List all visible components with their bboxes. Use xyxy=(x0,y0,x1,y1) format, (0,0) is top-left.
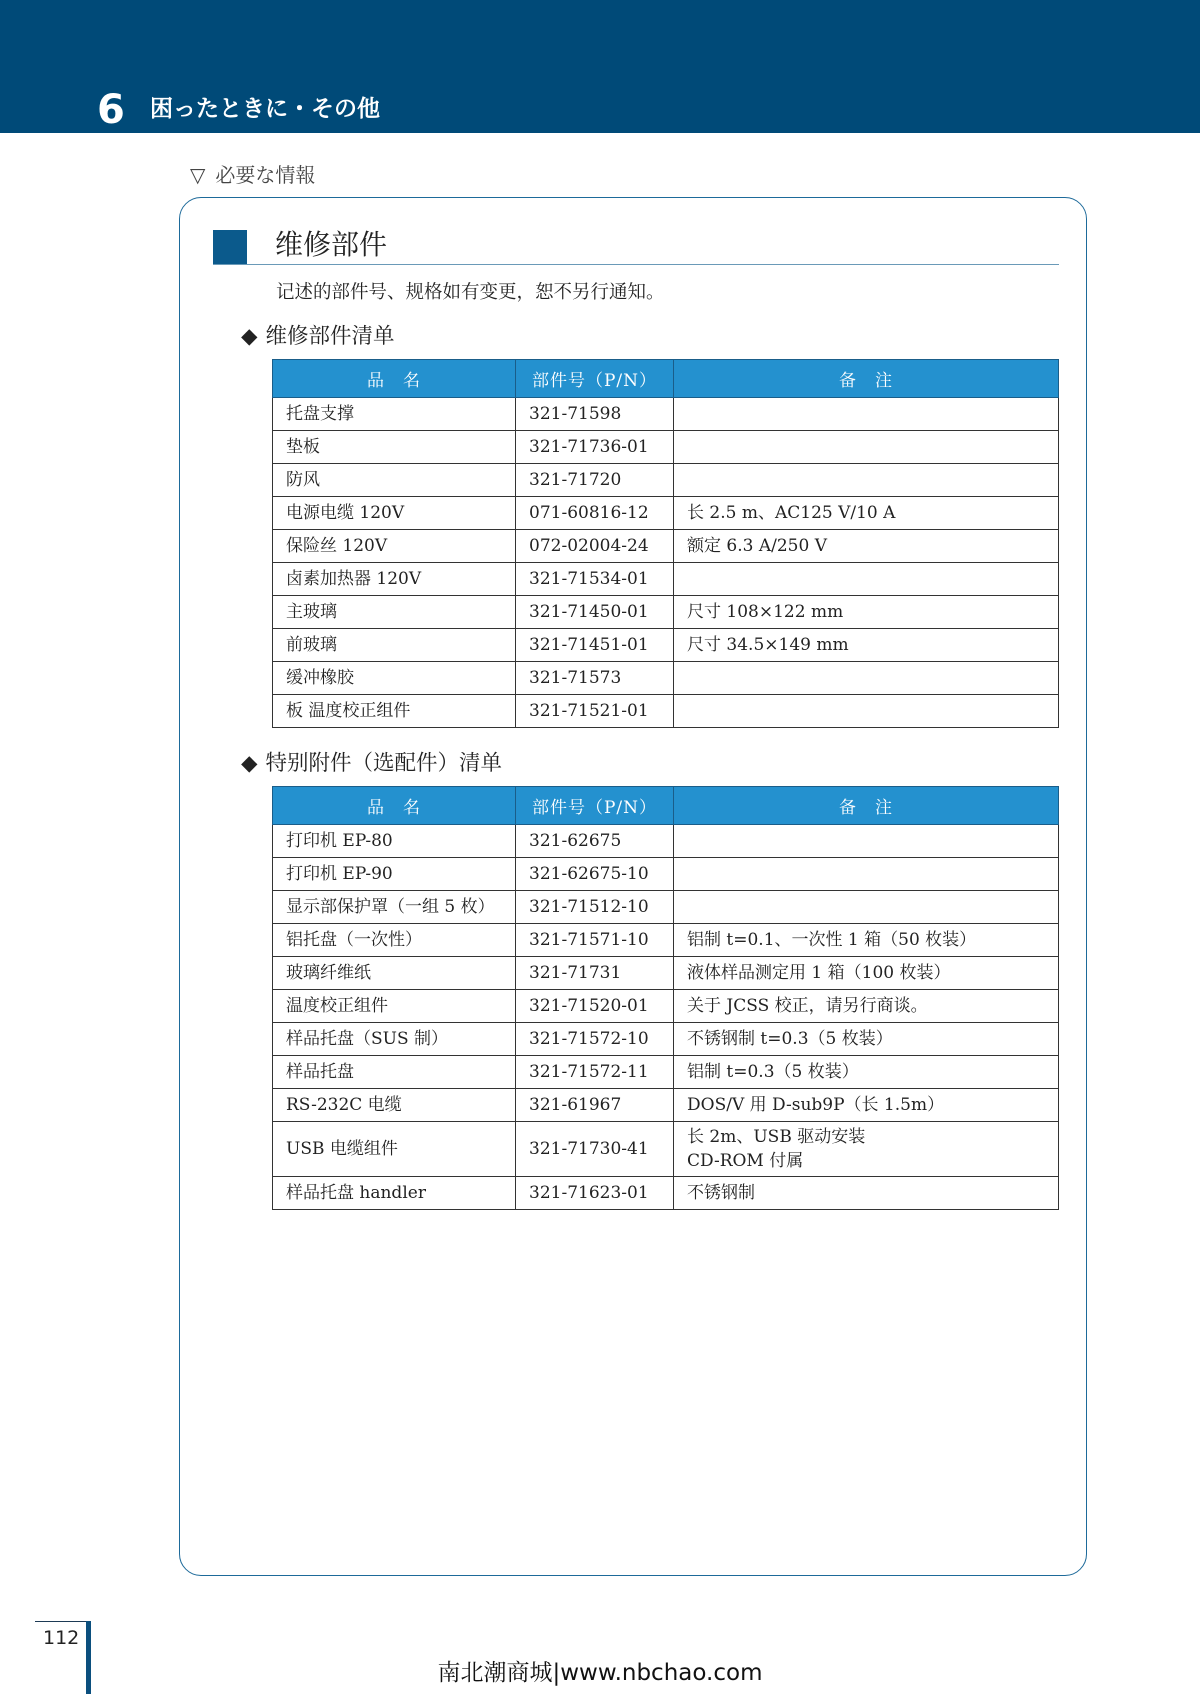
diamond-bullet-icon: ◆ xyxy=(241,324,258,349)
parts-table xyxy=(272,359,1059,728)
cell-part-number: 321-71512-10 xyxy=(516,891,674,924)
cell-name: RS-232C 电缆 xyxy=(273,1089,516,1122)
chapter-number: 6 xyxy=(97,87,125,133)
cell-remark xyxy=(674,957,1059,990)
cell-remark xyxy=(674,464,1059,497)
option-list-heading xyxy=(241,747,502,781)
cell-remark xyxy=(674,629,1059,662)
cell-remark xyxy=(674,563,1059,596)
cell-remark xyxy=(674,1089,1059,1122)
cell-part-number: 321-62675 xyxy=(516,825,674,858)
cell-remark xyxy=(674,1122,1059,1177)
column-header-remark: 备 注 xyxy=(674,787,1059,825)
table-row xyxy=(273,662,1059,695)
table-row xyxy=(273,497,1059,530)
table-row xyxy=(273,924,1059,957)
cell-remark xyxy=(674,1023,1059,1056)
table-row xyxy=(273,858,1059,891)
section-note: 记述的部件号、规格如有变更，恕不另行通知。 xyxy=(276,282,665,303)
heading-square-icon xyxy=(213,230,247,264)
cell-name: 样品托盘 xyxy=(273,1056,516,1089)
table-row xyxy=(273,891,1059,924)
section-title: 维修部件 xyxy=(275,228,388,261)
cell-remark-line: CD-ROM 付属 xyxy=(687,1151,804,1171)
cell-part-number: 321-71720 xyxy=(516,464,674,497)
section-tag xyxy=(190,160,315,190)
cell-remark-line: 铝制 t=0.1、一次性 1 箱（50 枚装） xyxy=(687,930,977,950)
cell-name: 主玻璃 xyxy=(273,596,516,629)
triangle-down-icon: ▽ xyxy=(190,163,206,187)
cell-remark-line: 额定 6.3 A/250 V xyxy=(687,536,827,556)
section-tag-label: 必要な情報 xyxy=(215,163,316,187)
cell-part-number: 321-71573 xyxy=(516,662,674,695)
parts-list-heading xyxy=(241,320,395,354)
cell-part-number: 321-62675-10 xyxy=(516,858,674,891)
chapter-title: 困ったときに・その他 xyxy=(150,96,380,122)
cell-name: 板 温度校正组件 xyxy=(273,695,516,728)
cell-name: 显示部保护罩（一组 5 枚） xyxy=(273,891,516,924)
cell-part-number: 321-71731 xyxy=(516,957,674,990)
cell-name: 温度校正组件 xyxy=(273,990,516,1023)
cell-part-number: 321-71534-01 xyxy=(516,563,674,596)
cell-remark-line: 长 2m、USB 驱动安装 xyxy=(687,1127,866,1147)
cell-remark xyxy=(674,695,1059,728)
cell-part-number: 321-71450-01 xyxy=(516,596,674,629)
column-header-name: 品 名 xyxy=(273,787,516,825)
cell-remark-line: 不锈钢制 t=0.3（5 枚装） xyxy=(687,1029,893,1049)
cell-name: 样品托盘（SUS 制） xyxy=(273,1023,516,1056)
cell-name: 缓冲橡胶 xyxy=(273,662,516,695)
cell-remark xyxy=(674,858,1059,891)
table-header-row xyxy=(273,787,1059,825)
cell-remark xyxy=(674,497,1059,530)
page-number: 112 xyxy=(43,1627,80,1649)
table-row xyxy=(273,1023,1059,1056)
cell-name: USB 电缆组件 xyxy=(273,1122,516,1177)
cell-name: 样品托盘 handler xyxy=(273,1177,516,1210)
cell-remark xyxy=(674,398,1059,431)
cell-remark xyxy=(674,924,1059,957)
cell-part-number: 072-02004-24 xyxy=(516,530,674,563)
table-row xyxy=(273,825,1059,858)
cell-part-number: 071-60816-12 xyxy=(516,497,674,530)
table-row xyxy=(273,1122,1059,1177)
cell-part-number: 321-71571-10 xyxy=(516,924,674,957)
table-header-row xyxy=(273,360,1059,398)
cell-part-number: 321-71521-01 xyxy=(516,695,674,728)
option-list-heading-label: 特别附件（选配件）清单 xyxy=(265,751,503,776)
cell-name: 打印机 EP-80 xyxy=(273,825,516,858)
cell-remark-line: 铝制 t=0.3（5 枚装） xyxy=(687,1062,859,1082)
cell-name: 保险丝 120V xyxy=(273,530,516,563)
table-row xyxy=(273,1177,1059,1210)
table-row xyxy=(273,563,1059,596)
column-header-pn: 部件号（P/N） xyxy=(516,360,674,398)
table-row xyxy=(273,990,1059,1023)
diamond-bullet-icon: ◆ xyxy=(241,751,258,776)
table-row xyxy=(273,398,1059,431)
cell-remark xyxy=(674,891,1059,924)
cell-remark xyxy=(674,530,1059,563)
table-row xyxy=(273,1089,1059,1122)
cell-name: 托盘支撑 xyxy=(273,398,516,431)
cell-part-number: 321-71730-41 xyxy=(516,1122,674,1177)
table-row xyxy=(273,957,1059,990)
cell-name: 垫板 xyxy=(273,431,516,464)
cell-remark-line: 不锈钢制 xyxy=(687,1183,755,1203)
cell-name: 玻璃纤维纸 xyxy=(273,957,516,990)
cell-name: 打印机 EP-90 xyxy=(273,858,516,891)
cell-remark-line: DOS/V 用 D-sub9P（长 1.5m） xyxy=(687,1095,945,1115)
cell-part-number: 321-71623-01 xyxy=(516,1177,674,1210)
page-number-rule xyxy=(35,1621,87,1622)
table-row xyxy=(273,695,1059,728)
cell-name: 前玻璃 xyxy=(273,629,516,662)
cell-part-number: 321-71572-10 xyxy=(516,1023,674,1056)
table-row xyxy=(273,530,1059,563)
options-table xyxy=(272,786,1059,1210)
table-row xyxy=(273,596,1059,629)
cell-name: 铝托盘（一次性） xyxy=(273,924,516,957)
column-header-pn: 部件号（P/N） xyxy=(516,787,674,825)
column-header-name: 品 名 xyxy=(273,360,516,398)
cell-remark xyxy=(674,596,1059,629)
cell-remark xyxy=(674,990,1059,1023)
cell-remark-line: 尺寸 108×122 mm xyxy=(687,602,844,622)
table-row xyxy=(273,629,1059,662)
cell-part-number: 321-71598 xyxy=(516,398,674,431)
cell-name: 电源电缆 120V xyxy=(273,497,516,530)
cell-remark-line: 长 2.5 m、AC125 V/10 A xyxy=(687,503,896,523)
cell-name: 卤素加热器 120V xyxy=(273,563,516,596)
cell-remark xyxy=(674,662,1059,695)
cell-remark xyxy=(674,1056,1059,1089)
table-row xyxy=(273,1056,1059,1089)
parts-list-heading-label: 维修部件清单 xyxy=(265,324,395,349)
footer-watermark: 南北潮商城|www.nbchao.com xyxy=(437,1660,763,1686)
cell-remark xyxy=(674,1177,1059,1210)
cell-part-number: 321-71520-01 xyxy=(516,990,674,1023)
cell-remark-line: 关于 JCSS 校正，请另行商谈。 xyxy=(687,996,928,1016)
heading-divider xyxy=(213,264,1059,265)
cell-part-number: 321-71572-11 xyxy=(516,1056,674,1089)
cell-part-number: 321-61967 xyxy=(516,1089,674,1122)
cell-part-number: 321-71451-01 xyxy=(516,629,674,662)
cell-remark-line: 液体样品测定用 1 箱（100 枚装） xyxy=(687,963,951,983)
cell-part-number: 321-71736-01 xyxy=(516,431,674,464)
cell-remark-line: 尺寸 34.5×149 mm xyxy=(687,635,849,655)
table-row xyxy=(273,431,1059,464)
cell-remark xyxy=(674,825,1059,858)
cell-remark xyxy=(674,431,1059,464)
table-row xyxy=(273,464,1059,497)
column-header-remark: 备 注 xyxy=(674,360,1059,398)
cell-name: 防风 xyxy=(273,464,516,497)
